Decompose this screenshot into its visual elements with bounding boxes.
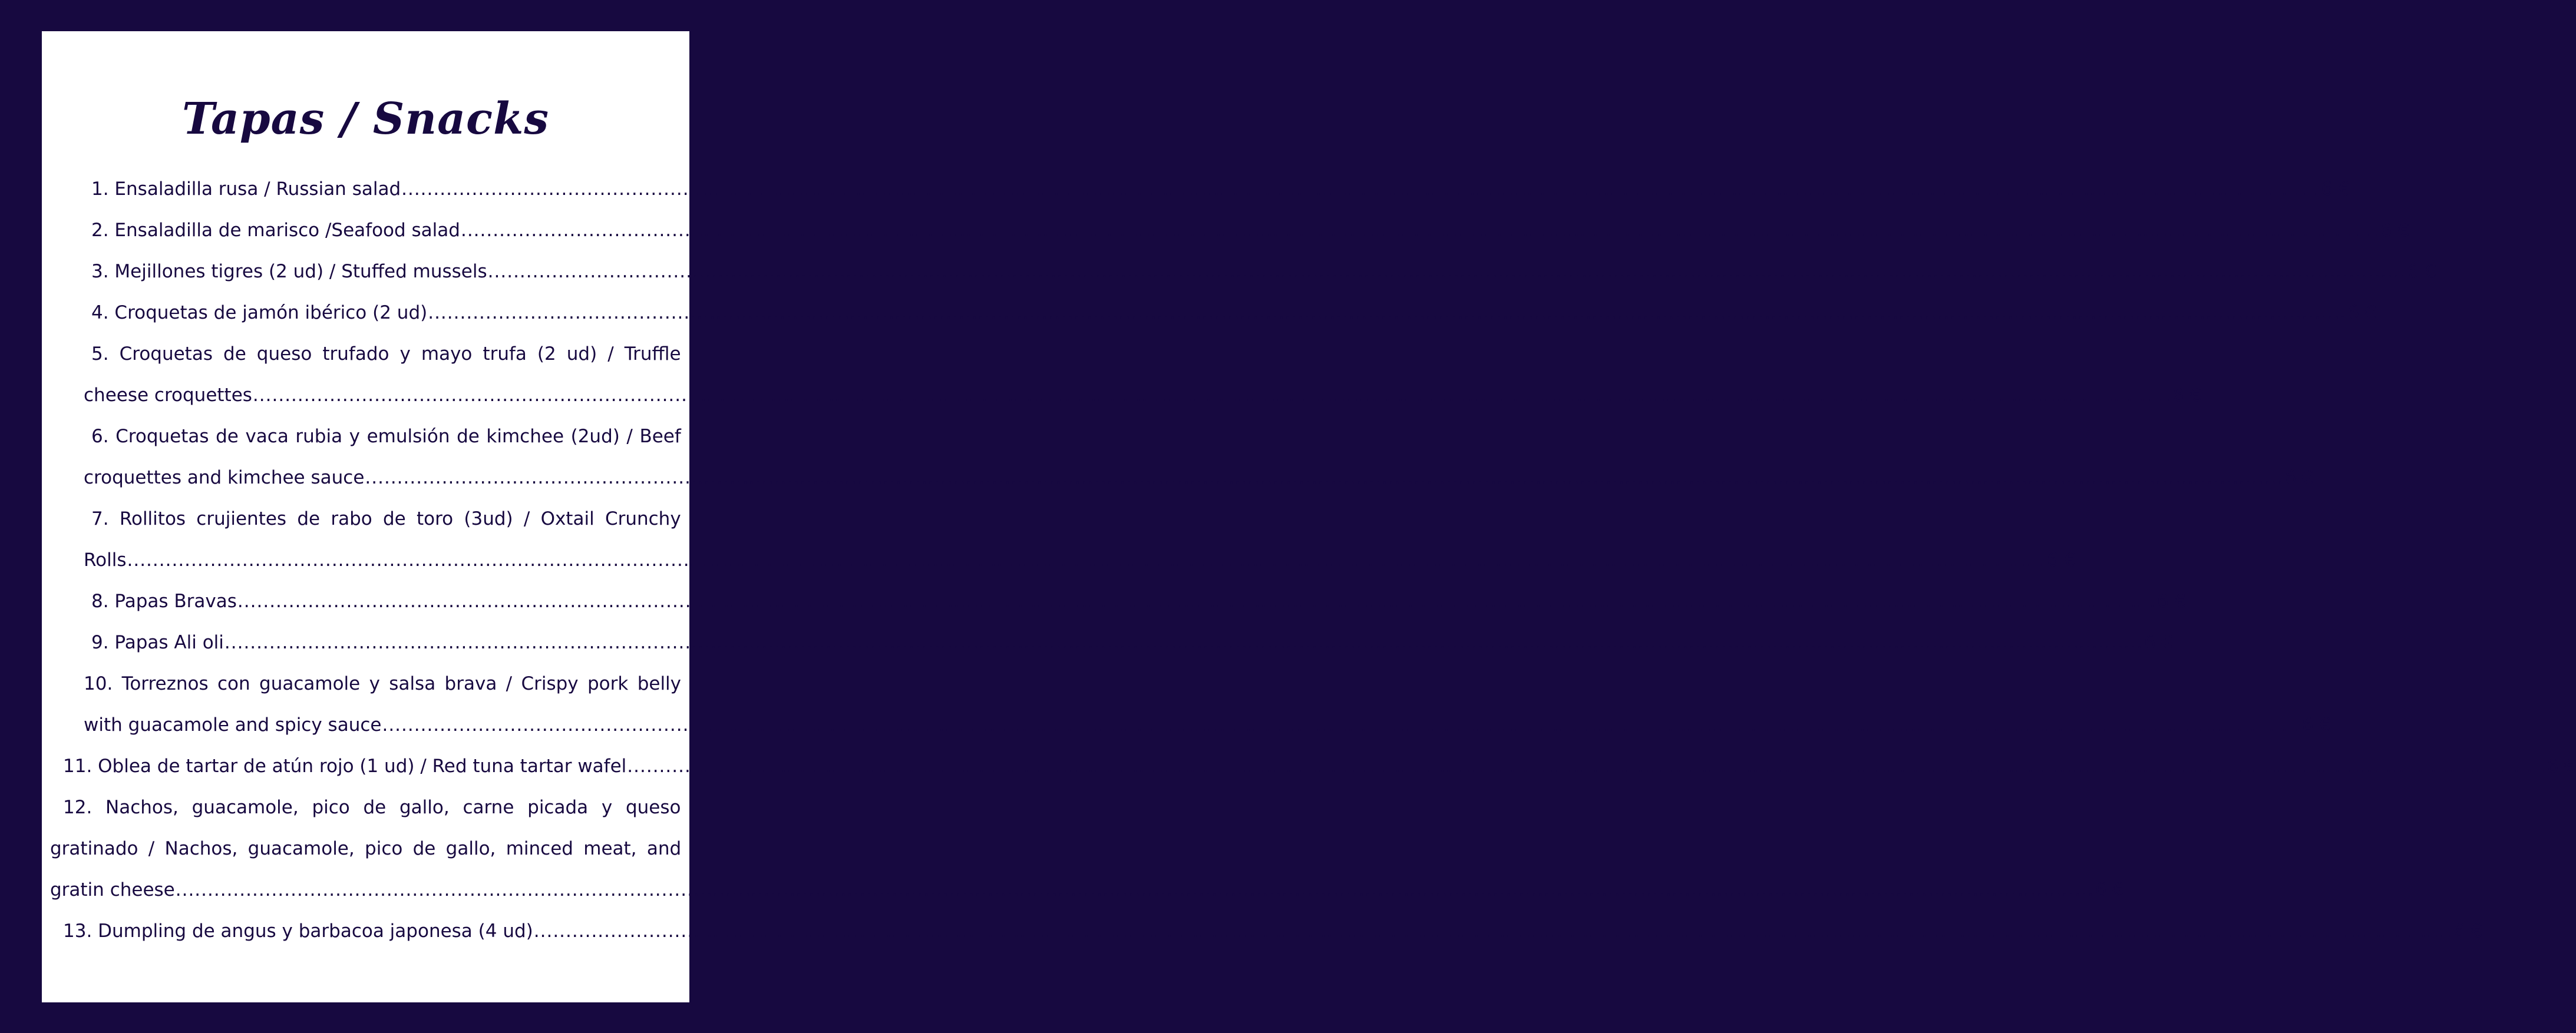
menu-item-price: 6 € xyxy=(2347,302,2377,323)
menu-item-name: 6. Croquetas de vaca rubia y emulsión de kimchee (2ud) / Beef xyxy=(91,426,681,447)
menu-item-name: 7. Rollitos crujientes de rabo de toro (3ud) / Oxtail Crunchy xyxy=(91,508,681,529)
menu-item xyxy=(91,168,2350,210)
menu-item-name: gratinado / Nachos, guacamole, pico de gallo, minced meat, and xyxy=(50,838,682,859)
menu-item xyxy=(91,292,2377,333)
menu-title: Tapas / Snacks xyxy=(181,94,550,144)
menu-item-name: 5. Croquetas de queso trufado y mayo trufa (2 ud) / Truffle xyxy=(91,343,681,365)
dot-leader: ............................................................................................................................................................................................................................................................................................................ xyxy=(127,549,2046,571)
menu-item-price: 6 € xyxy=(2301,714,2331,736)
menu-item-name: 2. Ensaladilla de marisco /Seafood salad xyxy=(91,220,460,241)
dot-leader: ............................................................................................................................................................................................................................................................................................................ xyxy=(460,220,2380,241)
menu-item-line xyxy=(91,498,681,539)
menu-item-price: 6 € xyxy=(2095,879,2125,900)
menu-item-name: 10. Torreznos con guacamole y salsa brava / Crispy pork belly xyxy=(84,673,682,694)
menu-item-name: with guacamole and spicy sauce xyxy=(84,714,382,736)
menu-item xyxy=(91,251,2437,292)
menu-item-name: 8. Papas Bravas xyxy=(91,591,237,612)
dot-leader: ............................................................................................................................................................................................................................................................................................................ xyxy=(365,467,2284,488)
menu-item-name: croquettes and kimchee sauce xyxy=(84,467,365,488)
dot-leader: ............................................................................................................................................................................................................................................................................................................ xyxy=(627,756,2546,777)
menu-item-price: 6 € xyxy=(2407,261,2437,282)
menu-item xyxy=(63,911,2483,952)
dot-leader: ............................................................................................................................................................................................................................................................................................................ xyxy=(401,178,2320,200)
dot-leader: ............................................................................................................................................................................................................................................................................................................ xyxy=(428,302,2347,323)
menu-item-name: Rolls xyxy=(84,549,127,571)
menu-item-name: 1. Ensaladilla rusa / Russian salad xyxy=(91,178,401,200)
menu-item-price: 6 € xyxy=(2380,220,2410,241)
menu-item-name: 12. Nachos, guacamole, pico de gallo, carne picada y queso xyxy=(63,797,681,818)
menu-item-name: 3. Mejillones tigres (2 ud) / Stuffed mussels xyxy=(91,261,487,282)
menu-item xyxy=(84,704,2331,746)
menu-item xyxy=(84,457,2314,498)
menu-item-price: 6 € xyxy=(2547,756,2576,777)
menu-item xyxy=(63,746,2576,787)
menu-page xyxy=(42,31,2576,1002)
menu-item-price: 6 € xyxy=(2172,385,2202,406)
menu-item-price: 6 € xyxy=(2144,632,2174,653)
menu-item-price: 6 € xyxy=(2046,549,2076,571)
menu-item xyxy=(91,622,2174,663)
menu-item-line xyxy=(91,416,681,457)
menu-item xyxy=(50,869,2125,911)
dot-leader: ............................................................................................................................................................................................................................................................................................................ xyxy=(224,632,2144,653)
menu-item-name: 11. Oblea de tartar de atún rojo (1 ud) / Red tuna tartar wafel xyxy=(63,756,627,777)
dot-leader: ............................................................................................................................................................................................................................................................................................................ xyxy=(252,385,2172,406)
dot-leader: ............................................................................................................................................................................................................................................................................................................ xyxy=(533,921,2452,942)
dot-leader: ............................................................................................................................................................................................................................................................................................................ xyxy=(487,261,2406,282)
dot-leader: ............................................................................................................................................................................................................................................................................................................ xyxy=(382,714,2301,736)
menu-item xyxy=(84,375,2202,416)
menu-item-name: 4. Croquetas de jamón ibérico (2 ud) xyxy=(91,302,428,323)
dot-leader: ............................................................................................................................................................................................................................................................................................................ xyxy=(237,591,2156,612)
menu-item-price: 6 € xyxy=(2284,467,2314,488)
menu-item-name: 9. Papas Ali oli xyxy=(91,632,224,653)
menu-item-line xyxy=(50,828,681,869)
menu-item-price: 6 € xyxy=(2453,921,2483,942)
menu-item xyxy=(91,581,2187,622)
menu-item xyxy=(84,539,2076,581)
menu-item-price: 6 € xyxy=(2157,591,2187,612)
menu-item-name: cheese croquettes xyxy=(84,385,252,406)
dot-leader: ............................................................................................................................................................................................................................................................................................................ xyxy=(175,879,2094,900)
menu-item-name: gratin cheese xyxy=(50,879,175,900)
menu-item-name: 13. Dumpling de angus y barbacoa japonesa (4 ud) xyxy=(63,921,533,942)
menu-item-line xyxy=(63,787,681,828)
menu-item-line xyxy=(91,333,681,375)
menu-item-line xyxy=(84,663,681,704)
menu-item xyxy=(91,210,2410,251)
menu-item-price: 6 € xyxy=(2321,178,2350,200)
